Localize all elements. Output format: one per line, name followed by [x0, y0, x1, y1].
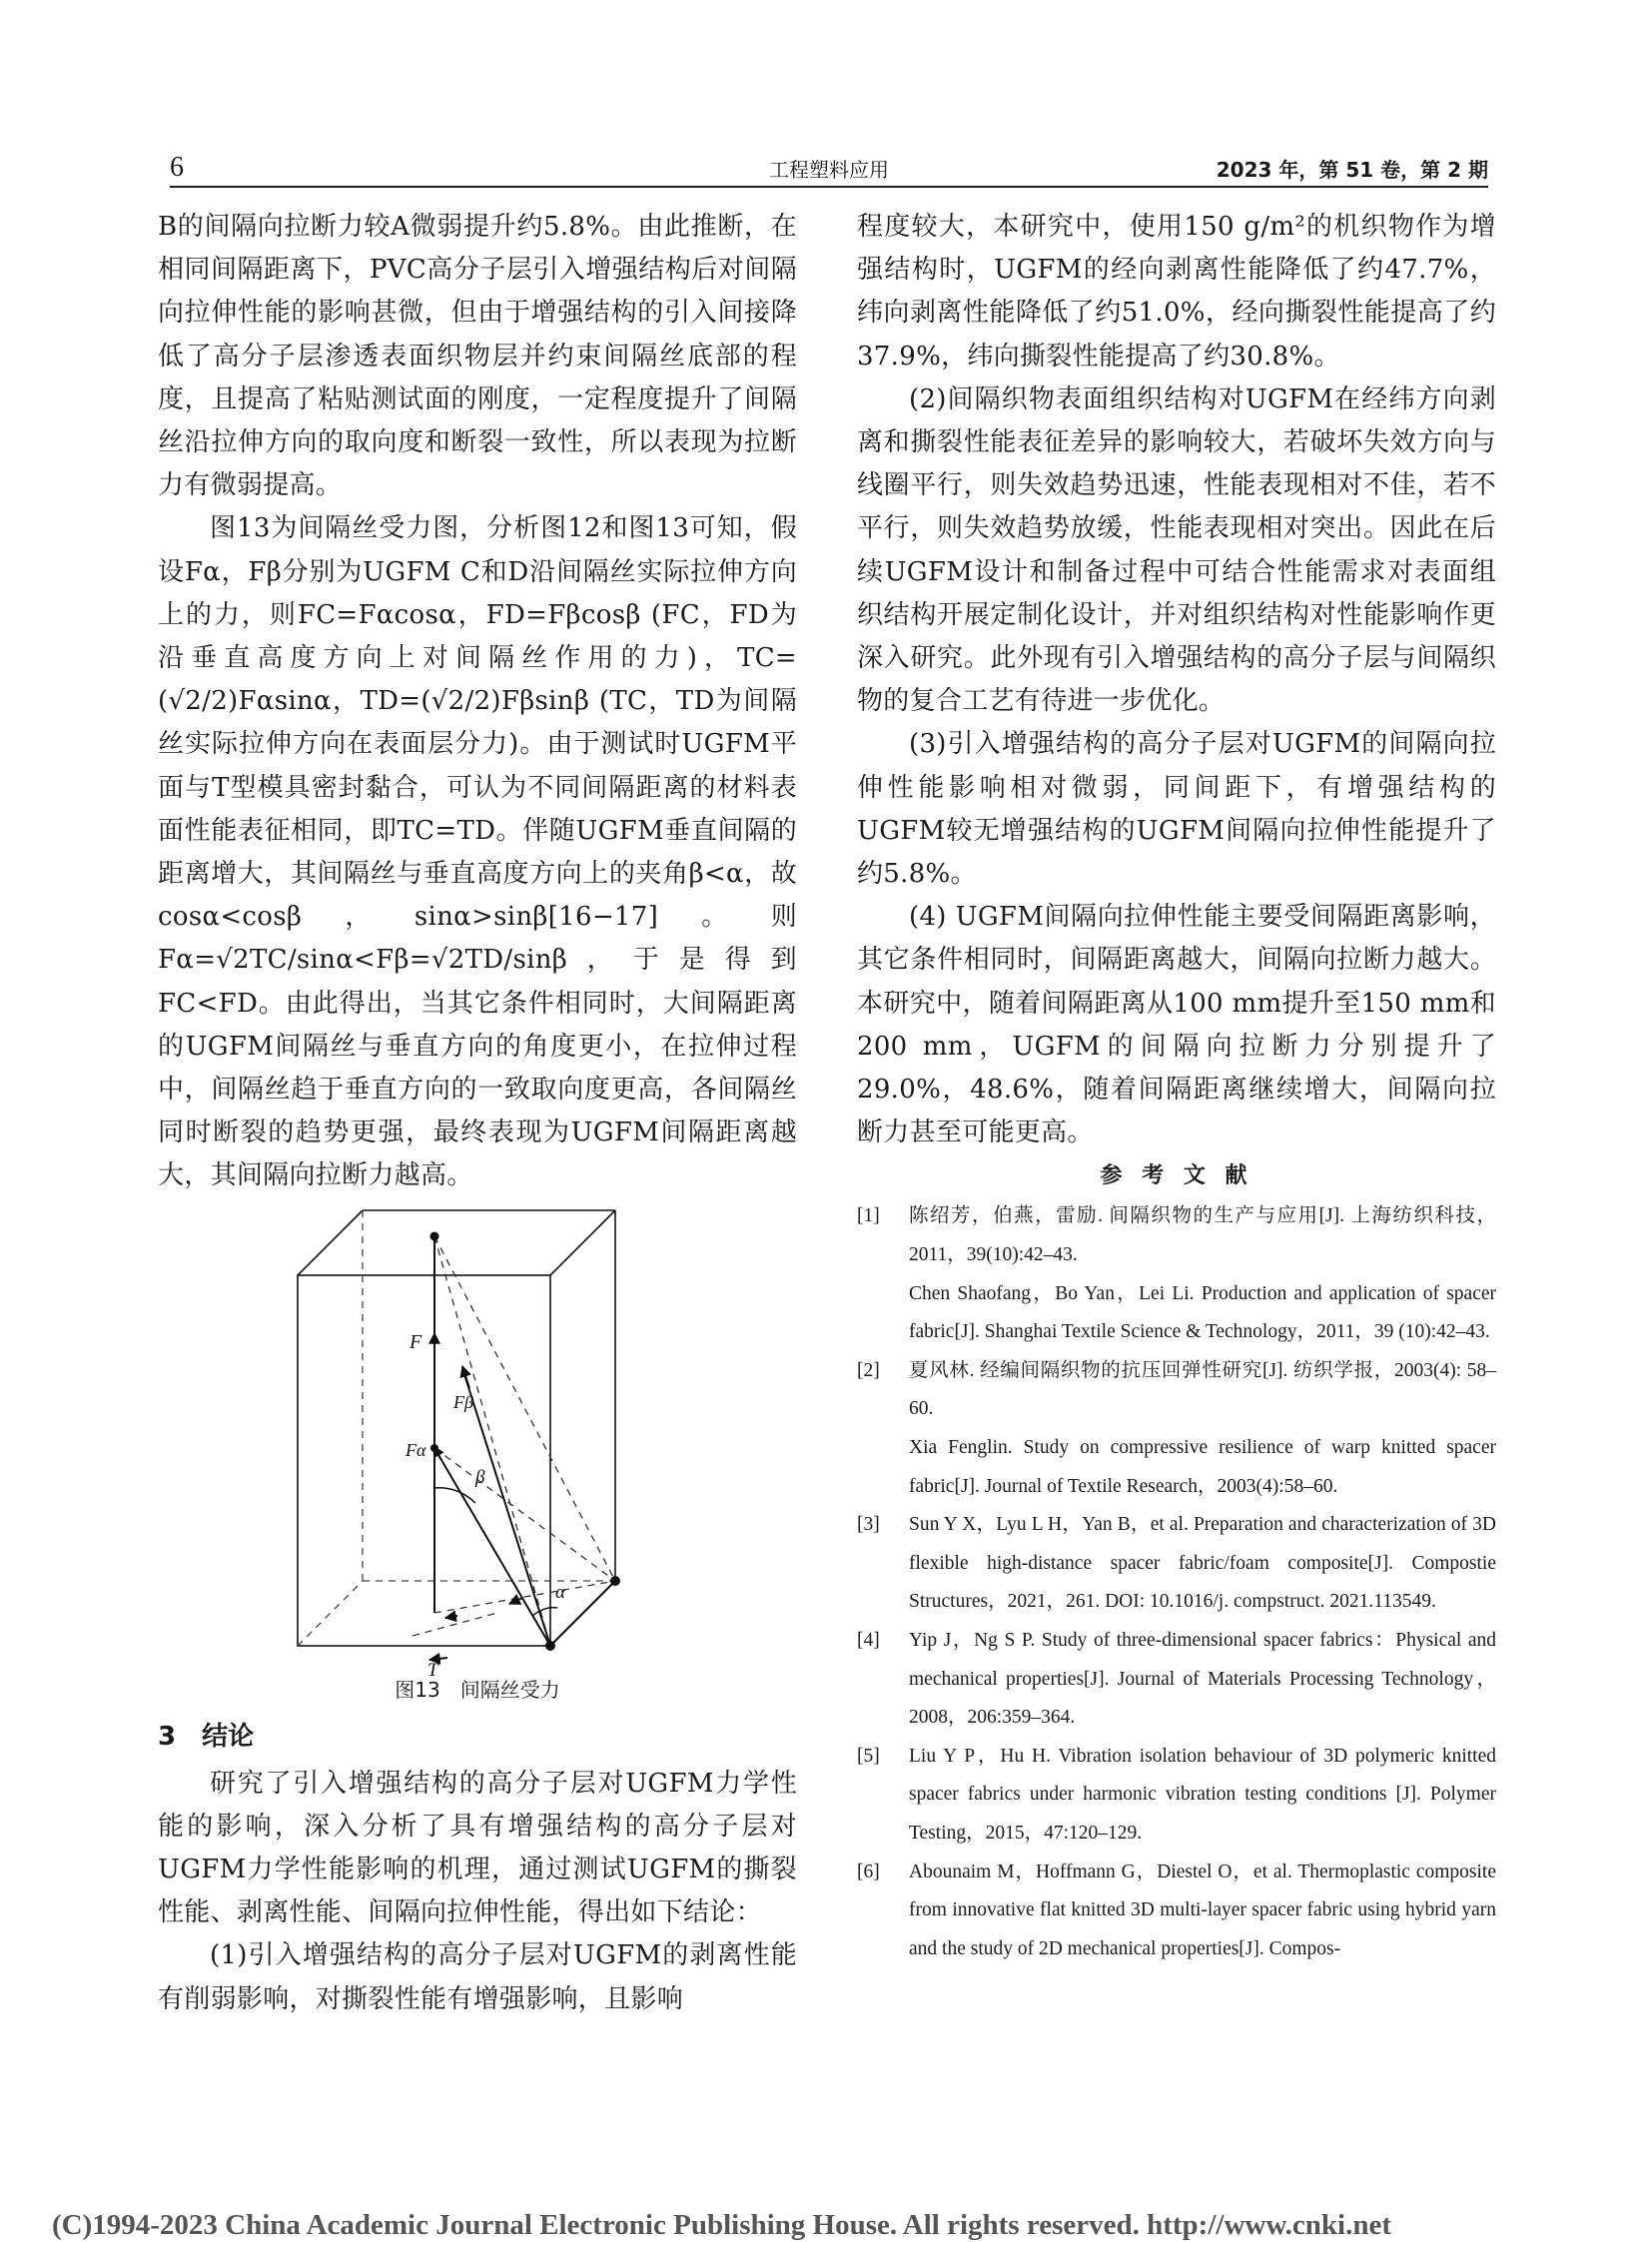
reference-translation: Chen Shaofang，Bo Yan，Lei Li. Production and application of spacer fabric[J]. Shanghai Textile Science & Technology，2011，39 (10):42–43.: [909, 1282, 1496, 1343]
reference-number: [4]: [857, 1630, 880, 1651]
paragraph: B的间隔向拉断力较A微弱提升约5.8%。由此推断，在相同间隔距离下，PVC高分子层引入增强结构后对间隔向拉伸性能的影响甚微，但由于增强结构的引入间接降低了高分子层渗透表面织物层并约束间隔丝底部的程度，且提高了粘贴测试面的刚度，一定程度提升了间隔丝沿拉伸方向的取向度和断裂一致性，所以表现为拉断力有微弱提高。: [158, 212, 797, 501]
label-F: F: [410, 1330, 422, 1353]
paragraph: 图13为间隔丝受力图，分析图12和图13可知，假设Fα，Fβ分别为UGFM C和D沿间隔丝实际拉伸方向上的力，则FC=Fαcosα，FD=Fβcosβ (FC，FD为沿垂直高度方向上对间隔丝作用的力)，TC=(√2/2)Fαsinα，TD=(√2/2)Fβsinβ (TC，TD为间隔丝实际拉伸方向在表面层分力)。由于测试时UGFM平面与T型模具密封黏合，可认为不同间隔距离的材料表面性能表征相同，即TC=TD。伴随UGFM垂直间隔的距离增大，其间隔丝与垂直高度方向上的夹角β<α，故cosα<cosβ，sinα>sinβ[16−17]。则Fα=√2TC/sinα<Fβ=√2TD/sinβ，于是得到FC<FD。由此得出，当其它条件相同时，大间隔距离的UGFM间隔丝与垂直方向的角度更小，在拉伸过程中，间隔丝趋于垂直方向的一致取向度更高，各间隔丝同时断裂的趋势更强，最终表现为UGFM间隔距离越大，其间隔向拉断力越高。: [158, 513, 797, 1191]
paragraph: (1)引入增强结构的高分子层对UGFM的剥离性能有削弱影响，对撕裂性能有增强影响，且影响: [158, 1940, 797, 2014]
reference-item: [857, 1738, 1496, 1854]
figure-caption: 图13 间隔丝受力: [395, 1677, 560, 1702]
left-column: [158, 206, 797, 2021]
paragraph: (2)间隔织物表面组织结构对UGFM在经纬方向剥离和撕裂性能表征差异的影响较大，若破坏失效方向与线圈平行，则失效趋势迅速，性能表现相对不佳，若不平行，则失效趋势放缓，性能表现相对突出。因此在后续UGFM设计和制备过程中可结合性能需求对表面组织结构开展定制化设计，并对组织结构对性能影响作更深入研究。此外现有引入增强结构的高分子层与间隔织物的复合工艺有待进一步优化。: [857, 383, 1496, 717]
reference-item: [857, 1622, 1496, 1738]
page-number: 6: [170, 152, 184, 183]
reference-number: [1]: [857, 1205, 880, 1227]
reference-list: [857, 1197, 1496, 1968]
page-header: [170, 150, 1488, 190]
reference-text: Liu Y P，Hu H. Vibration isolation behaviour of 3D polymeric knitted spacer fabrics under harmonic vibration testing conditions [J]. Polymer Testing，2015，47:120–129.: [909, 1745, 1496, 1844]
label-F-alpha: Fα: [406, 1439, 426, 1460]
label-beta: β: [475, 1466, 485, 1488]
reference-text: Abounaim M，Hoffmann G，Diestel O，et al. Thermoplastic composite from innovative flat knitted 3D multi-layer spacer fabric using hybrid yarn and the study of 2D mechanical properties[J]. Compos-: [909, 1861, 1496, 1959]
paragraph: 程度较大，本研究中，使用150 g/m²的机织物作为增强结构时，UGFM的经向剥离性能降低了约47.7%，纬向剥离性能降低了约51.0%，经向撕裂性能提高了约37.9%，纬向撕裂性能提高了约30.8%。: [857, 212, 1496, 372]
reference-item: [857, 1506, 1496, 1622]
reference-text: 夏风林. 经编间隔织物的抗压回弹性研究[J]. 纺织学报，2003(4): 58–60.: [909, 1359, 1496, 1420]
journal-name: 工程塑料应用: [769, 158, 889, 182]
reference-number: [3]: [857, 1514, 880, 1536]
label-T: T: [427, 1659, 438, 1681]
issue-info: 2023 年，第 51 卷，第 2 期: [1216, 158, 1488, 182]
paragraph: (3)引入增强结构的高分子层对UGFM的间隔向拉伸性能影响相对微弱，同间距下，有增强结构的UGFM较无增强结构的UGFM间隔向拉伸性能提升了约5.8%。: [857, 729, 1496, 890]
copyright-footer: (C)1994-2023 China Academic Journal Electronic Publishing House. All rights reserved. http://www.cnki.net: [52, 2209, 1392, 2241]
reference-number: [2]: [857, 1359, 880, 1381]
label-F-beta: Fβ: [453, 1391, 473, 1412]
label-alpha: α: [555, 1581, 565, 1603]
right-column: [857, 206, 1496, 1968]
reference-number: [5]: [857, 1745, 880, 1767]
reference-item: [857, 1854, 1496, 1969]
spacer-yarn-force-diagram: [158, 1198, 797, 1681]
reference-item: [857, 1197, 1496, 1351]
paragraph: (4) UGFM间隔向拉伸性能主要受间隔距离影响，其它条件相同时，间隔距离越大，间隔向拉断力越大。本研究中，随着间隔距离从100 mm提升至150 mm和200 mm，UGFM的间隔向拉断力分别提升了29.0%，48.6%，随着间隔距离继续增大，间隔向拉断力甚至可能更高。: [857, 902, 1496, 1148]
references-heading: 参 考 文 献: [1100, 1163, 1253, 1189]
paragraph: 研究了引入增强结构的高分子层对UGFM力学性能的影响，深入分析了具有增强结构的高分子层对UGFM力学性能影响的机理，通过测试UGFM的撕裂性能、剥离性能、间隔向拉伸性能，得出如下结论：: [158, 1768, 797, 1928]
reference-text: Sun Y X，Lyu L H，Yan B，et al. Preparation and characterization of 3D flexible high-distance spacer fabric/foam composite[J]. Compostie Structures，2021，261. DOI: 10.1016/j. compstruct. 2021.113549.: [909, 1514, 1496, 1613]
section-title: 3 结论: [158, 1721, 255, 1752]
reference-item: [857, 1352, 1496, 1506]
header-rule: [170, 186, 1488, 188]
reference-text: 陈绍芳，伯燕，雷励. 间隔织物的生产与应用[J]. 上海纺织科技，2011，39(10):42–43.: [909, 1205, 1496, 1266]
reference-translation: Xia Fenglin. Study on compressive resilience of warp knitted spacer fabric[J]. Journal of Textile Research，2003(4):58–60.: [909, 1437, 1496, 1497]
figure-13: [158, 1198, 797, 1681]
reference-number: [6]: [857, 1861, 880, 1882]
reference-text: Yip J，Ng S P. Study of three-dimensional spacer fabrics：Physical and mechanical properties[J]. Journal of Materials Processing Technology，2008，206:359–364.: [909, 1630, 1496, 1729]
